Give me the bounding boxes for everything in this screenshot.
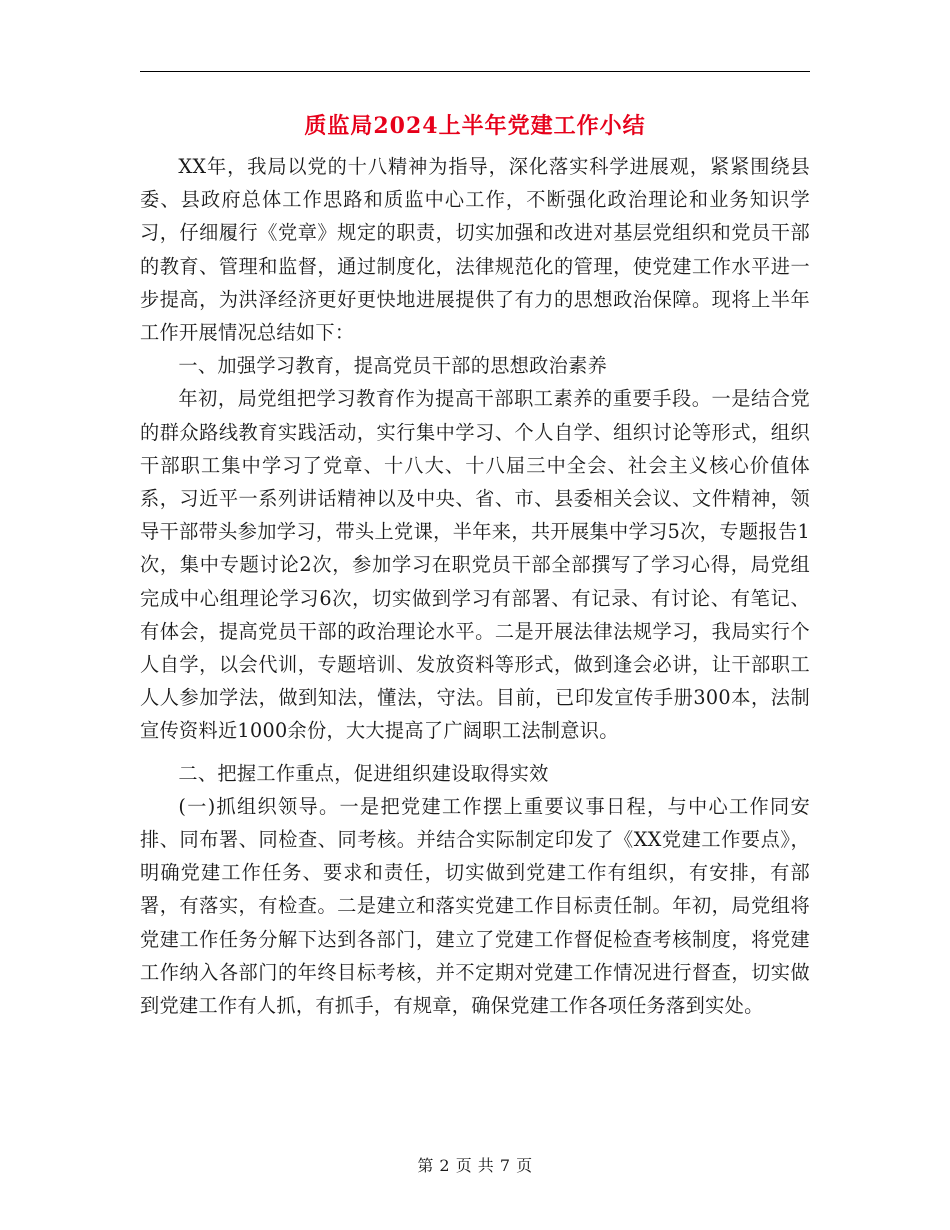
header-rule — [140, 71, 810, 72]
intro-paragraph: XX年，我局以党的十八精神为指导，深化落实科学进展观，紧紧围绕县委、县政府总体工作思路和质监中心工作，不断强化政治理论和业务知识学习，仔细履行《党章》规定的职责，切实加强和改进对基层党组织和党员干部的教育、管理和监督，通过制度化，法律规范化的管理，使党建工作水平进一步提高，为洪泽经济更好更快地进展提供了有力的思想政治保障。现将上半年工作开展情况总结如下： — [140, 155, 810, 345]
page-number: 第 2 页 共 7 页 — [417, 1156, 533, 1175]
section-heading-1: 一、加强学习教育，提高党员干部的思想政治素养 — [178, 354, 608, 378]
document-title: 质监局2024上半年党建工作小结 — [304, 113, 646, 139]
section-heading-2: 二、把握工作重点，促进组织建设取得实效 — [178, 761, 549, 785]
section-1-paragraph: 年初，局党组把学习教育作为提高干部职工素养的重要手段。一是结合党的群众路线教育实践活动，实行集中学习、个人自学、组织讨论等形式，组织干部职工集中学习了党章、十八大、十八届三中全会、社会主义核心价值体系，习近平一系列讲话精神以及中央、省、市、县委相关会议、文件精神，领导干部带头参加学习，带头上党课，半年来，共开展集中学习5次，专题报告1次，集中专题讨论2次，参加学习在职党员干部全部撰写了学习心得，局党组完成中心组理论学习6次，切实做到学习有部署、有记录、有讨论、有笔记、有体会，提高党员干部的政治理论水平。二是开展法律法规学习，我局实行个人自学，以会代训，专题培训、发放资料等形式，做到逢会必讲，让干部职工人人参加学法，做到知法，懂法，守法。目前，已印发宣传手册300本，法制宣传资料近1000余份，大大提高了广阔职工法制意识。 — [140, 387, 810, 743]
section-2-paragraph: (一)抓组织领导。一是把党建工作摆上重要议事日程，与中心工作同安排、同布署、同检查、同考核。并结合实际制定印发了《XX党建工作要点》，明确党建工作任务、要求和责任，切实做到党建工作有组织，有安排，有部署，有落实，有检查。二是建立和落实党建工作目标责任制。年初，局党组将党建工作任务分解下达到各部门，建立了党建工作督促检查考核制度，将党建工作纳入各部门的年终目标考核，并不定期对党建工作情况进行督查，切实做到党建工作有人抓，有抓手，有规章，确保党建工作各项任务落到实处。 — [140, 794, 810, 1018]
document-body — [140, 150, 810, 1022]
